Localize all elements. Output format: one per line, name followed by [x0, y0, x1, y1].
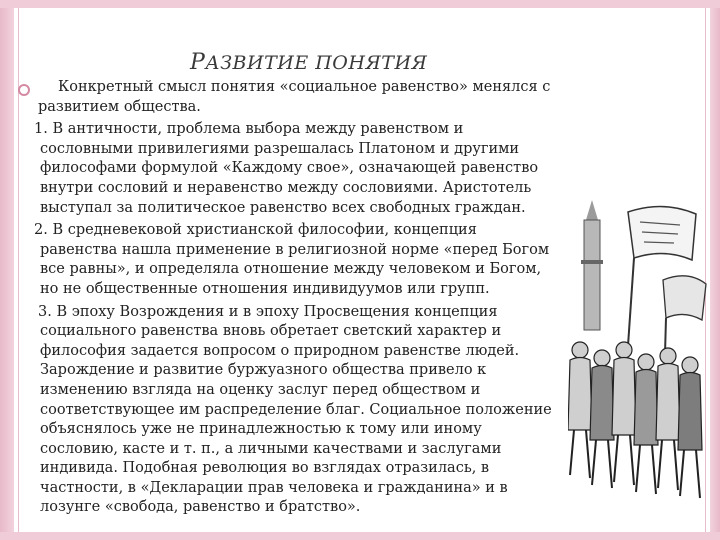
item-1	[30, 120, 590, 218]
title-initial: Р	[190, 50, 206, 75]
item-line: объяснялось уже не принадлежностью к тому или иному	[40, 421, 482, 438]
tower	[584, 220, 600, 330]
item-line: сословными привилегиями разрешалась Платоном и другими	[40, 140, 520, 157]
frame-top-band	[0, 0, 720, 8]
item-line: частности, в «Декларации прав человека и гражданина» и в	[40, 479, 508, 496]
title-rest: АЗВИТИЕ ПОНЯТИЯ	[205, 52, 428, 74]
item-line: философами формулой «Каждому свое», означающей равенство	[40, 160, 539, 177]
item-line: философия задается вопросом о природном равенстве людей.	[40, 342, 520, 359]
slide-body	[30, 78, 590, 518]
person-head	[594, 350, 610, 366]
frame-right-band	[710, 0, 720, 540]
person-head	[660, 348, 676, 364]
item-line: лозунге «свобода, равенство и братство».	[40, 499, 361, 516]
person-head	[616, 342, 632, 358]
crowd	[568, 342, 702, 450]
item-line: 3. В эпоху Возрождения и в эпоху Просвещения концепция	[38, 303, 498, 320]
second-banner	[663, 276, 706, 320]
frame-bottom-band	[0, 532, 720, 540]
tower-ledge	[581, 260, 603, 264]
bullet-icon	[18, 84, 30, 96]
person-body	[678, 373, 702, 451]
person-body	[612, 358, 636, 436]
item-line: 1. В античности, проблема выбора между равенством и	[34, 121, 464, 138]
item-line: Зарождение и развитие буржуазного общества привело к	[40, 362, 487, 379]
item-line: социального равенства вновь обретает светский характер и	[40, 323, 502, 340]
item-line: равенства нашла применение в религиозной норме «перед Богом	[40, 241, 550, 258]
slide-title	[190, 50, 427, 75]
item-line: 2. В средневековой христианской философии, концепция	[34, 222, 477, 239]
item-line: выступал за политическое равенство всех свободных граждан.	[40, 199, 526, 216]
item-line: но не общественные отношения индивидуумов или групп.	[40, 280, 490, 297]
item-line: сословию, касте и т. п., а личными качествами и заслугами	[40, 440, 502, 457]
item-2	[30, 221, 590, 299]
item-line: индивида. Подобная революция во взглядах отразилась, в	[40, 460, 490, 477]
intro-line: развитием общества.	[38, 98, 201, 115]
person-head	[572, 342, 588, 358]
tower-spire	[586, 200, 598, 220]
frame-left-band	[0, 0, 14, 540]
item-line: все равны», и определяла отношение между человеком и Богом,	[40, 261, 542, 278]
item-line: внутри сословий и неравенство между сословиями. Аристотель	[40, 179, 532, 196]
person-head	[638, 354, 654, 370]
item-3	[30, 303, 590, 519]
person-body	[590, 366, 614, 441]
item-line: соответствующее им распределение благ. Социальное положение	[40, 401, 552, 418]
crowd-illustration	[568, 200, 708, 500]
person-body	[568, 358, 592, 431]
intro-line: Конкретный смысл понятия «социальное равенство» менялся с	[58, 79, 551, 95]
person-body	[634, 370, 658, 446]
item-line: изменению взгляда на оценку заслуг перед обществом и	[40, 381, 481, 398]
person-head	[682, 357, 698, 373]
person-body	[656, 364, 680, 441]
intro-paragraph	[30, 78, 590, 117]
